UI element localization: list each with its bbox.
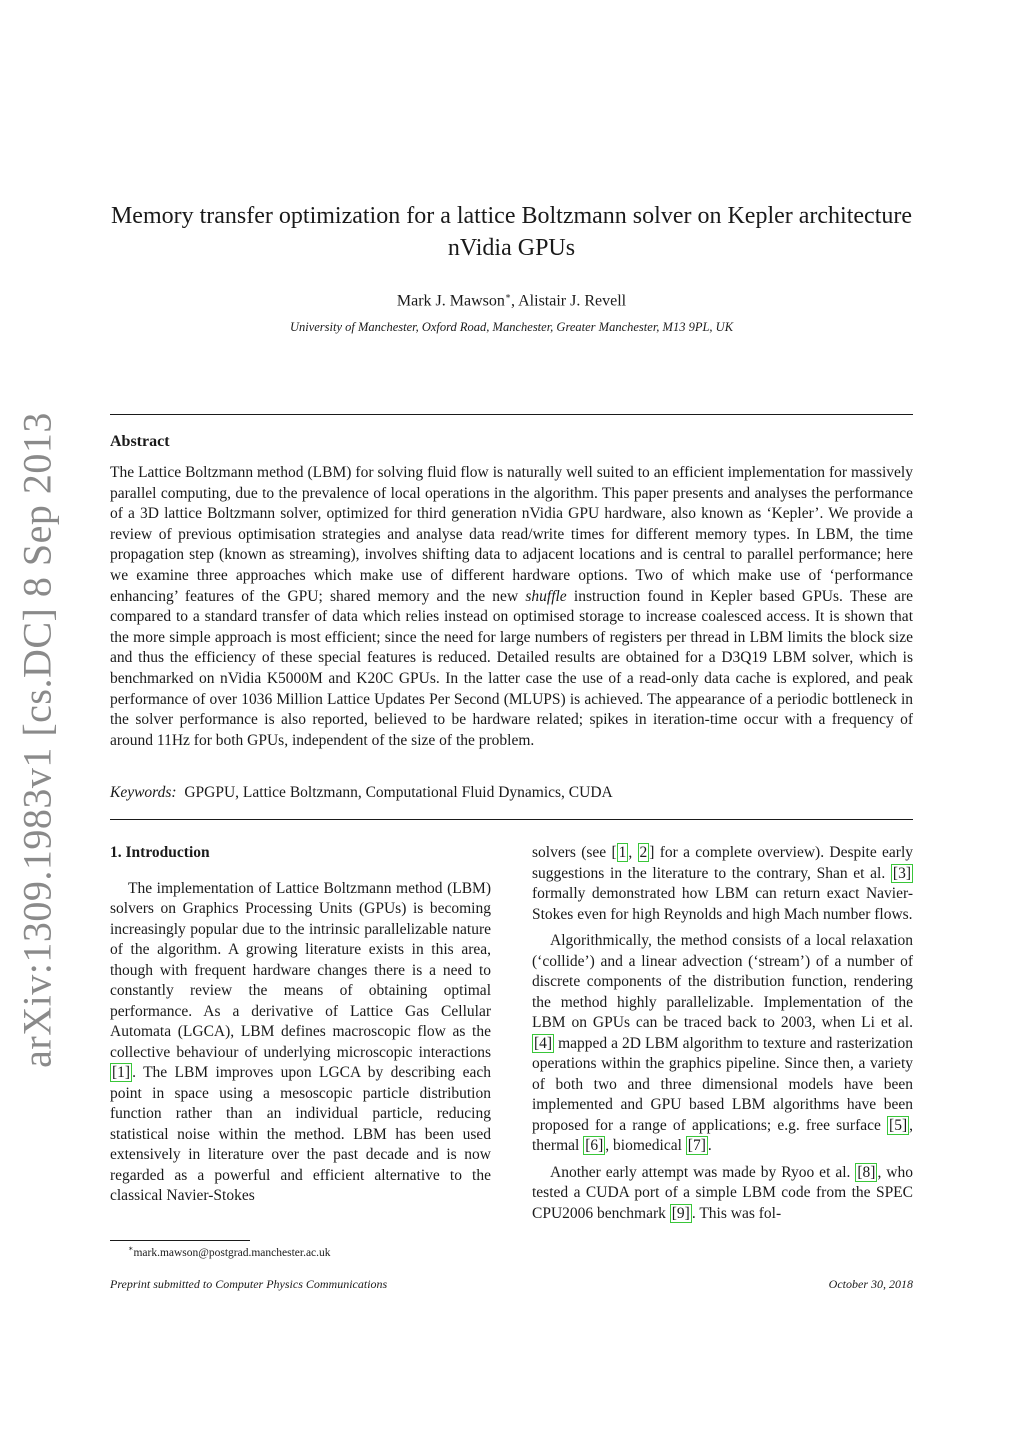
text-segment: Algorithmically, the method consists of a local relaxation (‘collide’) and a linear advection (‘stream’) of a number of discrete components of the distribution function, rendering the method highly parallelizable. Implementation of the LBM on GPUs can be traced back to 2003, when Li et al.	[532, 932, 913, 1031]
left-column	[110, 843, 491, 1213]
footnote	[128, 1244, 331, 1259]
text-segment: Another early attempt was made by Ryoo et al.	[550, 1163, 856, 1181]
citation-link[interactable]: [5]	[889, 1116, 908, 1134]
text-segment: .	[707, 1137, 712, 1154]
footnote-marker: ∗	[128, 1244, 134, 1253]
text-segment: formally demonstrated how LBM can return exact Navier-Stokes even for high Reynolds and high Mach number flows.	[532, 885, 913, 923]
text-segment: mapped a 2D LBM algorithm to texture and rasterization operations within the graphics pipeline. Since then, a variety of both two and three dimensional models have been implemented and GPU based LBM algorithms have been proposed for a range of applications; e.g. free surface	[532, 1034, 913, 1134]
author-name: , Alistair J. Revell	[511, 292, 627, 310]
abstract-emphasis: shuffle	[525, 587, 567, 605]
arxiv-identifier: arXiv:1309.1983v1 [cs.DC] 8 Sep 2013	[14, 412, 60, 1068]
footnote-email[interactable]: mark.mawson@postgrad.manchester.ac.uk	[133, 1246, 331, 1259]
abstract-segment: instruction found in Kepler based GPUs. These are compared to a standard transfer of data which relies instead on optimised storage to increase coalesced access. It is shown that the more simple approach is most efficient; since the need for large numbers of registers per thread in LBM limits the block size and thus the efficiency of these special features is reduced. Detailed results are obtained for a D3Q19 LBM solver, which is benchmarked on nVidia K5000M and K20C GPUs. In the latter case the use of a read-only data cache is explored, and peak performance of over 1036 Million Lattice Updates Per Second (MLUPS) is achieved. The appearance of a periodic bottleneck in the solver performance is also reported, believed to be hardware related; spikes in iteration-time occur with a frequency of around 11Hz for both GPUs, independent of the size of the problem.	[110, 587, 913, 749]
citation-link[interactable]: [4]	[534, 1034, 553, 1052]
text-segment: ,	[628, 844, 638, 861]
section-heading: 1. Introduction	[110, 844, 210, 861]
abstract-segment: The Lattice Boltzmann method (LBM) for solving fluid flow is naturally well suited to an efficient implementation for massively parallel computing, due to the prevalence of local operations in the algorithm. This paper presents and analyses the performance of a 3D lattice Boltzmann solver, optimized for third generation nVidia GPU hardware, also known as ‘Kepler’. We provide a review of previous optimisation strategies and analyse data read/write times for different memory types. In LBM, the time propagation step (known as streaming), involves shifting data to adjacent locations and is central to parallel performance; here we examine three approaches which make use of different hardware options. Two of which make use of ‘performance enhancing’ features of the GPU; shared memory and the new	[110, 464, 913, 605]
text-segment: The implementation of Lattice Boltzmann method (LBM) solvers on Graphics Processing Units (GPUs) is becoming increasingly popular due to the intrinsic parallelizable nature of the algorithm. A growing literature exists in this area, though with frequent hardware changes there is a need to constantly review the means of obtaining optimal performance. As a derivative of Lattice Gas Cellular Automata (LGCA), LBM defines macroscopic flow as the collective behaviour of underlying microscopic interactions	[110, 879, 491, 1061]
text-segment: . The LBM improves upon LGCA by describing each point in space using a mesoscopic particle distribution function rather than an individual particle, reducing statistical noise within the method. LBM has been used extensively in literature over the past decade and is now regarded as a powerful and efficient alternative to the classical Navier-Stokes	[110, 1064, 491, 1204]
text-segment: . This was fol-	[691, 1204, 782, 1222]
abstract-heading: Abstract	[110, 433, 170, 450]
text-segment: , who tested a CUDA port of a simple LBM code from the SPEC CPU2006 benchmark	[532, 1163, 913, 1222]
affiliation: University of Manchester, Oxford Road, Manchester, Greater Manchester, M13 9PL, UK	[289, 320, 734, 334]
text-segment: solvers (see [	[532, 844, 617, 861]
citation-link[interactable]: 2	[639, 844, 648, 861]
citation-link[interactable]: [3]	[892, 864, 911, 882]
text-segment: ] for a complete overview). Despite early suggestions in the literature to the contrary, Shan et al.	[532, 844, 914, 882]
divider	[110, 819, 913, 820]
author-list	[110, 291, 913, 310]
text-segment: , thermal	[532, 1116, 913, 1154]
keywords	[110, 784, 913, 802]
paper-title: Memory transfer optimization for a lattice Boltzmann solver on Kepler architecture nVidia GPUs	[110, 203, 913, 261]
abstract-text	[110, 463, 913, 751]
footnote-divider	[110, 1240, 250, 1241]
text-segment: , biomedical	[605, 1137, 686, 1154]
preprint-note: Preprint submitted to Computer Physics Communications	[110, 1277, 388, 1291]
citation-link[interactable]: [9]	[671, 1204, 690, 1222]
paragraph	[532, 843, 913, 925]
keywords-text: GPGPU, Lattice Boltzmann, Computational Fluid Dynamics, CUDA	[184, 784, 613, 801]
paragraph	[532, 1163, 913, 1225]
page-date: October 30, 2018	[828, 1277, 913, 1291]
citation-link[interactable]: [7]	[687, 1137, 706, 1154]
divider	[110, 414, 913, 415]
citation-link[interactable]: 1	[618, 844, 627, 861]
right-column	[532, 843, 913, 1230]
paragraph	[110, 879, 491, 1207]
citation-link[interactable]: [1]	[112, 1064, 131, 1081]
author-name: Mark J. Mawson	[396, 292, 505, 310]
footnote-marker: ∗	[504, 291, 511, 301]
citation-link[interactable]: [6]	[585, 1137, 604, 1154]
paragraph	[532, 931, 913, 1157]
keywords-label: Keywords:	[110, 784, 177, 801]
citation-link[interactable]: [8]	[857, 1163, 876, 1181]
